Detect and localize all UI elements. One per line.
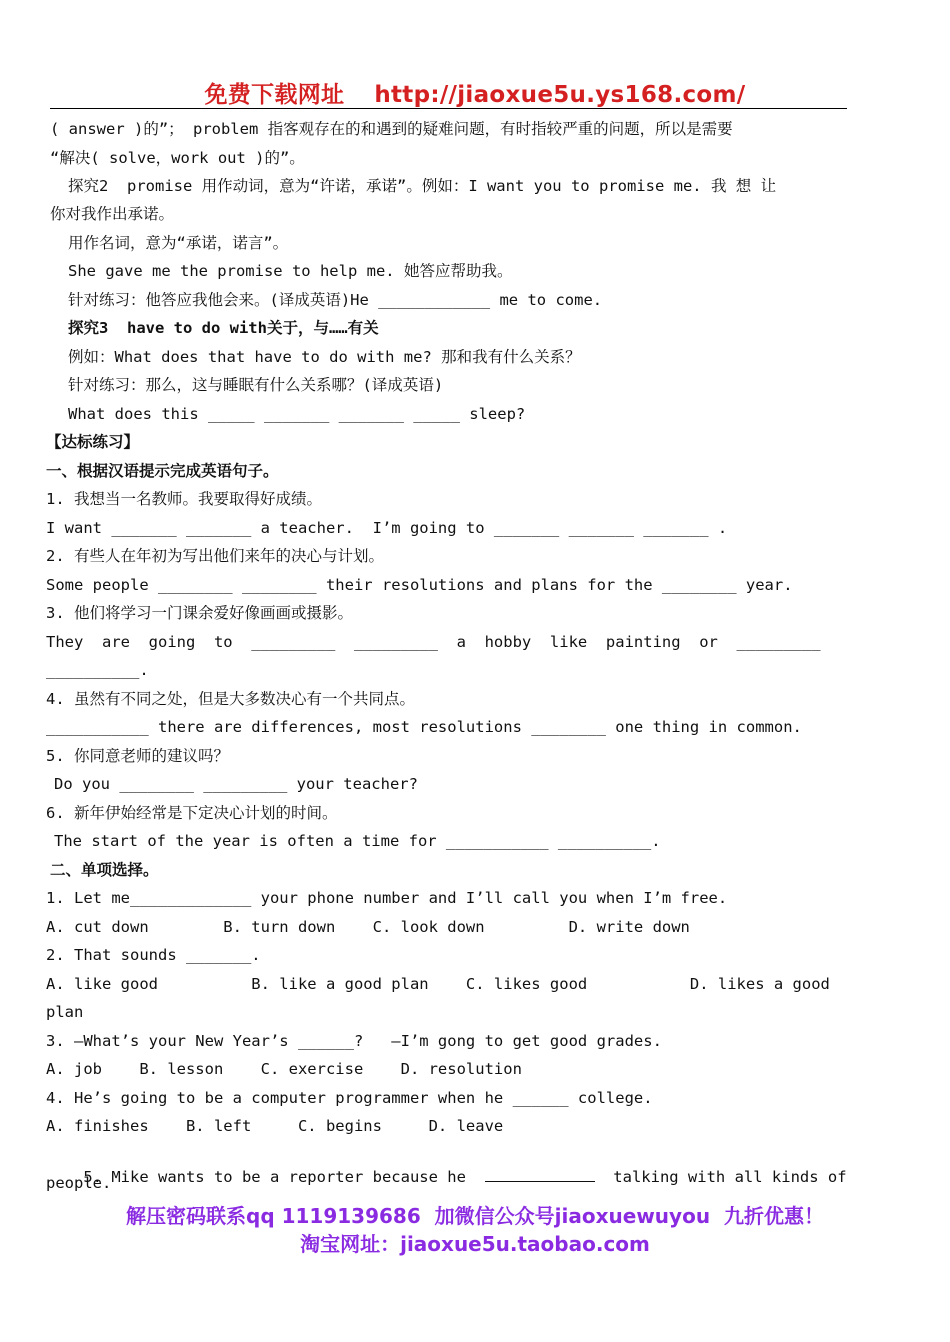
question-line: 3. 他们将学习一门课余爱好像画画或摄影。 <box>46 604 353 622</box>
text-line: 针对练习：那么，这与睡眠有什么关系哪？(译成英语) <box>68 376 444 394</box>
section-heading: 一、根据汉语提示完成英语句子。 <box>46 462 279 480</box>
question-line: 6. 新年伊始经常是下定决心计划的时间。 <box>46 804 338 822</box>
question-text: 5. Mike wants to be a reporter because he <box>83 1168 466 1186</box>
answer-line: I want _______ _______ a teacher. I’m going to _______ _______ _______ . <box>46 519 728 537</box>
question-line: 1. 我想当一名教师。我要取得好成绩。 <box>46 490 322 508</box>
text-line: ( answer )的”； problem 指客观存在的和遇到的疑难问题，有时指较严重的问题，所以是需要 <box>50 120 733 138</box>
answer-line: The start of the year is often a time for ___________ __________. <box>54 832 661 850</box>
question-line: 5. 你同意老师的建议吗？ <box>46 747 229 765</box>
text-line: “解决( solve，work out )的”。 <box>50 149 305 167</box>
text-line: 探究2 promise 用作动词，意为“许诺，承诺”。例如：I want you to promise me. 我 想 让 <box>68 177 777 195</box>
question-line: 2. That sounds _______. <box>46 946 261 964</box>
options-line: A. job B. lesson C. exercise D. resolution <box>46 1060 522 1078</box>
answer-line: Some people ________ ________ their resolutions and plans for the ________ year. <box>46 576 793 594</box>
answer-line: __________. <box>46 661 149 679</box>
text-line: 例如：What does that have to do with me? 那和我有什么关系？ <box>68 348 581 366</box>
text-line: What does this _____ _______ _______ _____ sleep? <box>68 405 526 423</box>
options-line: A. cut down B. turn down C. look down D. write down <box>46 918 690 936</box>
answer-blank <box>485 1166 595 1182</box>
footer-promo: 解压密码联系qq 1119139686 加微信公众号jiaoxuewuyou 九折优惠！ <box>126 1204 824 1228</box>
explore-3-heading: 探究3 have to do with关于，与……有关 <box>68 319 379 337</box>
header-url-link[interactable]: http://jiaoxue5u.ys168.com/ <box>374 82 746 108</box>
answer-line: Do you ________ _________ your teacher? <box>54 775 418 793</box>
header-label: 免费下载网址 <box>204 82 345 108</box>
answer-line: They are going to _________ _________ a hobby like painting or _________ <box>46 633 821 651</box>
question-line: 2. 有些人在年初为写出他们来年的决心与计划。 <box>46 547 384 565</box>
question-line: 1. Let me_____________ your phone number and I’ll call you when I’m free. <box>46 889 728 907</box>
answer-line: ___________ there are differences, most resolutions ________ one thing in common. <box>46 718 802 736</box>
section-heading: 【达标练习】 <box>46 433 140 451</box>
header-divider <box>50 108 847 109</box>
question-line: 4. He’s going to be a computer programmer when he ______ college. <box>46 1089 653 1107</box>
text-line: 针对练习：他答应我他会来。(译成英语)He ____________ me to come. <box>68 291 603 309</box>
header-banner <box>0 76 950 109</box>
explore-2-line <box>68 175 847 197</box>
section-heading: 二、单项选择。 <box>50 861 159 879</box>
question-line: 4. 虽然有不同之处，但是大多数决心有一个共同点。 <box>46 690 415 708</box>
options-line: A. finishes B. left C. begins D. leave <box>46 1117 504 1135</box>
options-line: A. like good B. like a good plan C. likes good D. likes a good <box>46 975 830 993</box>
question-line: people. <box>46 1174 112 1192</box>
question-text: talking with all kinds of <box>613 1168 847 1186</box>
text-line: 你对我作出承诺。 <box>50 205 175 223</box>
options-line: plan <box>46 1003 84 1021</box>
footer-shop-link[interactable]: 淘宝网址：jiaoxue5u.taobao.com <box>300 1232 650 1256</box>
text-line: 用作名词，意为“承诺，诺言”。 <box>68 234 289 252</box>
text-line: She gave me the promise to help me. 她答应帮助我。 <box>68 262 513 280</box>
question-line: 3. —What’s your New Year’s ______? —I’m gong to get good grades. <box>46 1032 662 1050</box>
